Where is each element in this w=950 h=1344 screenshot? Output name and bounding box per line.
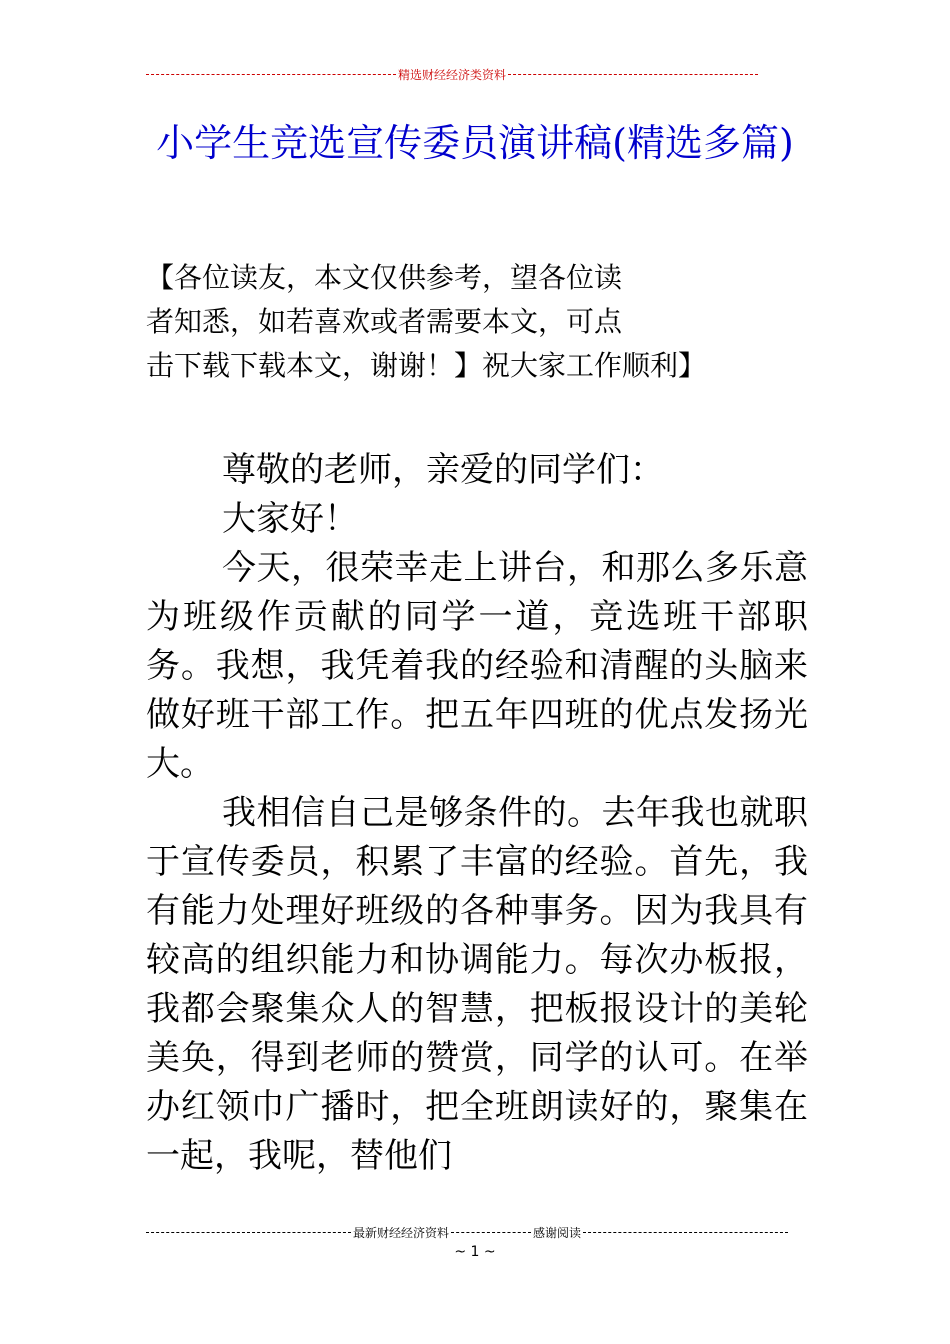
paragraph-hello: 大家好！ (222, 499, 358, 539)
notice-line-3: 击下载下载本文，谢谢！】祝大家工作顺利】 (146, 349, 707, 382)
footer-dash-left (146, 1232, 351, 1233)
footer-dash-right (583, 1232, 788, 1233)
notice-line-2: 者知悉，如若喜欢或者需要本文，可点 (146, 305, 623, 338)
footer-dash-middle (451, 1232, 531, 1233)
reader-notice (146, 256, 786, 388)
header-dash-right (508, 74, 758, 75)
footer-label-1: 最新财经经济资料 (352, 1226, 449, 1240)
paragraph-greeting: 尊敬的老师，亲爱的同学们： (222, 450, 664, 490)
page-number: ~ 1 ~ (454, 1244, 496, 1260)
paragraph-qualification: 我相信自己是够条件的。去年我也就职于宣传委员，积累了丰富的经验。首先，我有能力处理好班级的各种事务。因为我具有较高的组织能力和协调能力。每次办板报，我都会聚集众人的智慧，把板报设计的美轮美奂，得到老师的赞赏，同学的认可。在举办红领巾广播时，把全班朗读好的，聚集在一起，我呢，替他们 (146, 793, 808, 1176)
header-dash-left (146, 74, 396, 75)
page-footer (146, 1224, 788, 1241)
speech-body (146, 446, 808, 1181)
header-label: 精选财经经济类资料 (398, 68, 507, 82)
page-header (146, 66, 758, 83)
notice-line-1: 【各位读友，本文仅供参考，望各位读 (146, 261, 623, 294)
document-title: 小学生竞选宣传委员演讲稿(精选多篇) (156, 121, 794, 165)
footer-label-2: 感谢阅读 (533, 1226, 582, 1240)
paragraph-intro: 今天，很荣幸走上讲台，和那么多乐意为班级作贡献的同学一道，竞选班干部职务。我想，我凭着我的经验和清醒的头脑来做好班干部工作。把五年四班的优点发扬光大。 (146, 548, 808, 784)
